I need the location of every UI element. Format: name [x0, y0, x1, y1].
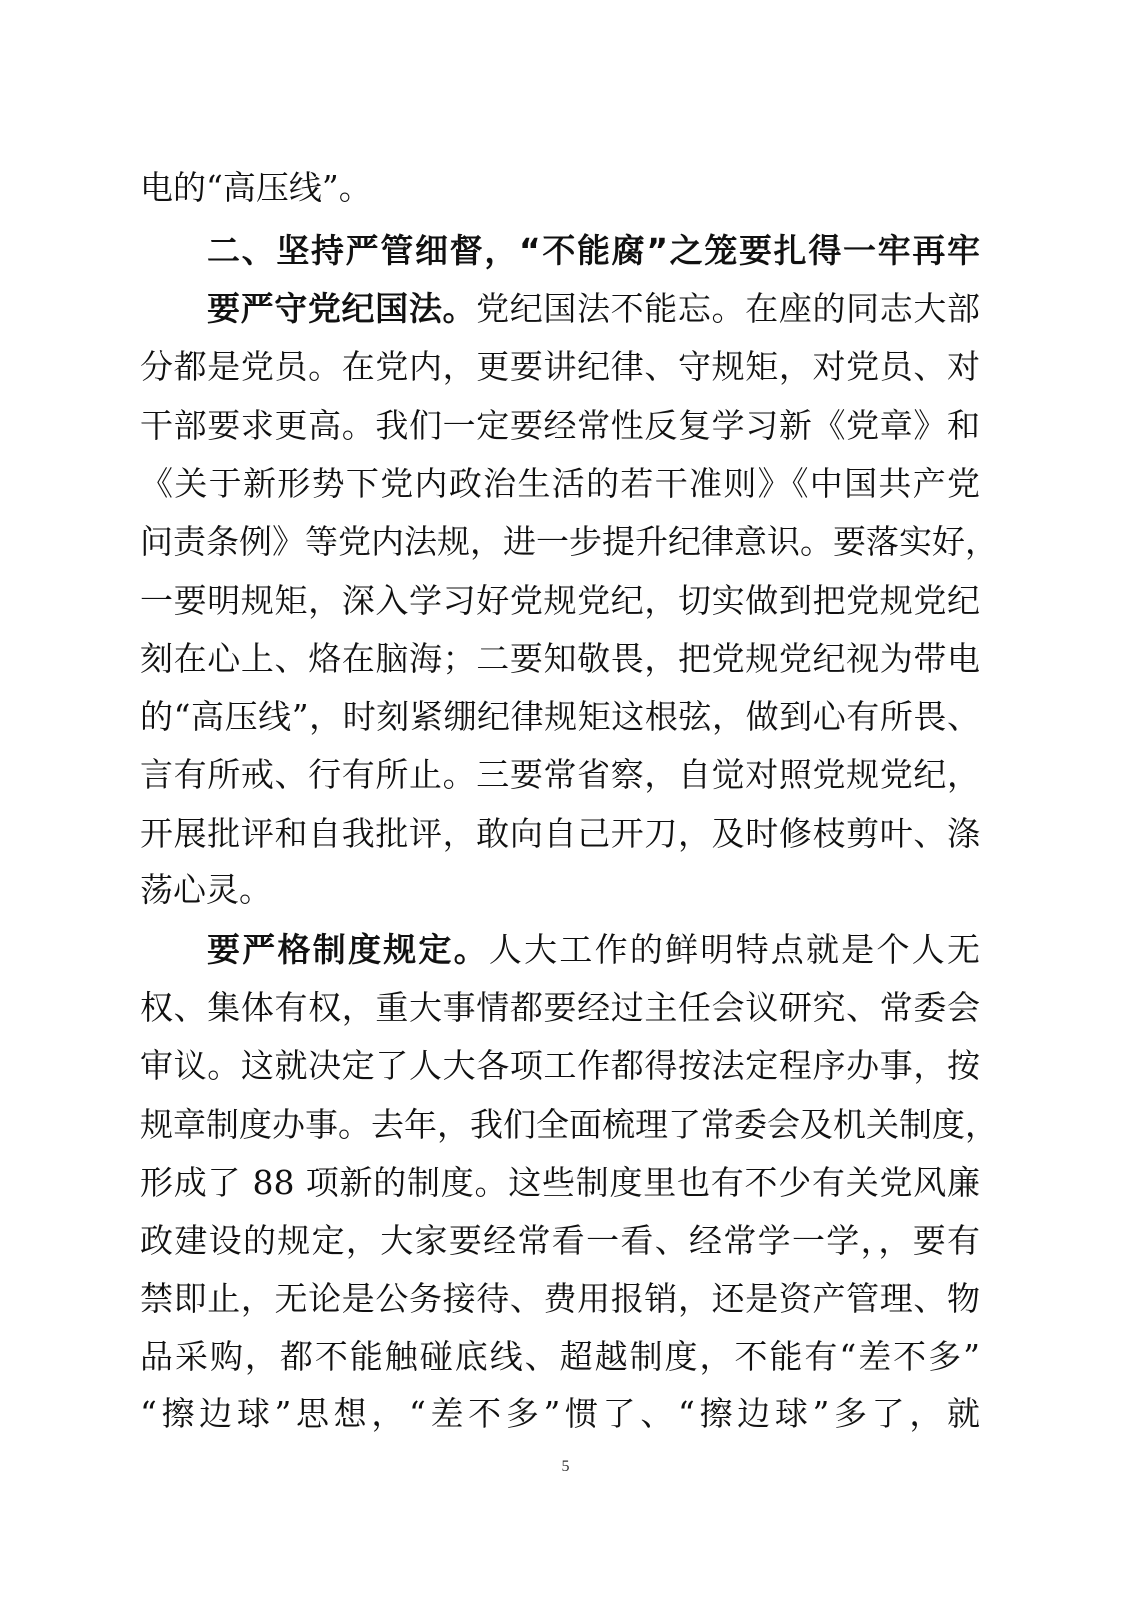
paragraph-text: 人大工作的鲜明特点就是个人无 [488, 930, 981, 969]
paragraph-line: 形成了 88 项新的制度。这些制度里也有不少有关党风廉 [140, 1163, 980, 1202]
section-heading: 二、坚持严管细督，“不能腐”之笼要扎得一牢再牢 [207, 231, 980, 270]
paragraph-line: 荡心灵。 [140, 870, 272, 909]
paragraph-line [207, 281, 980, 337]
paragraph-line: “擦边球”思想，“差不多”惯了、“擦边球”多了，就 [140, 1394, 980, 1433]
paragraph-line [207, 922, 980, 978]
paragraph-line: 规章制度办事。去年，我们全面梳理了常委会及机关制度， [140, 1105, 998, 1144]
paragraph-line: 电的“高压线”。 [140, 168, 372, 207]
paragraph-line: 开展批评和自我批评，敢向自己开刀，及时修枝剪叶、涤 [140, 814, 980, 853]
paragraph-line: 的“高压线”，时刻紧绷纪律规矩这根弦，做到心有所畏、 [140, 697, 980, 736]
page-number: 5 [561, 1458, 570, 1475]
paragraph-line: 干部要求更高。我们一定要经常性反复学习新《党章》和 [140, 406, 980, 445]
paragraph-line: 审议。这就决定了人大各项工作都得按法定程序办事，按 [140, 1046, 980, 1085]
paragraph-line: 分都是党员。在党内，更要讲纪律、守规矩，对党员、对 [140, 347, 980, 386]
paragraph-line: 政建设的规定，大家要经常看一看、经常学一学，，要有 [140, 1221, 980, 1260]
paragraph-line: 一要明规矩，深入学习好党规党纪，切实做到把党规党纪 [140, 581, 980, 620]
paragraph-line: 问责条例》等党内法规，进一步提升纪律意识。要落实好， [140, 522, 998, 561]
paragraph-line: 言有所戒、行有所止。三要常省察，自觉对照党规党纪， [140, 755, 980, 794]
paragraph-lead-bold: 要严守党纪国法。 [207, 289, 477, 328]
paragraph-line: 刻在心上、烙在脑海；二要知敬畏，把党规党纪视为带电 [140, 639, 980, 678]
paragraph-text: 党纪国法不能忘。在座的同志大部 [476, 289, 981, 328]
paragraph-line: 《关于新形势下党内政治生活的若干准则》《中国共产党 [140, 464, 980, 503]
paragraph-lead-bold: 要严格制度规定。 [207, 930, 489, 969]
paragraph-line: 禁即止，无论是公务接待、费用报销，还是资产管理、物 [140, 1279, 980, 1318]
paragraph-line: 品采购，都不能触碰底线、超越制度，不能有“差不多” [140, 1337, 980, 1376]
paragraph-line: 权、集体有权，重大事情都要经过主任会议研究、常委会 [140, 988, 980, 1027]
